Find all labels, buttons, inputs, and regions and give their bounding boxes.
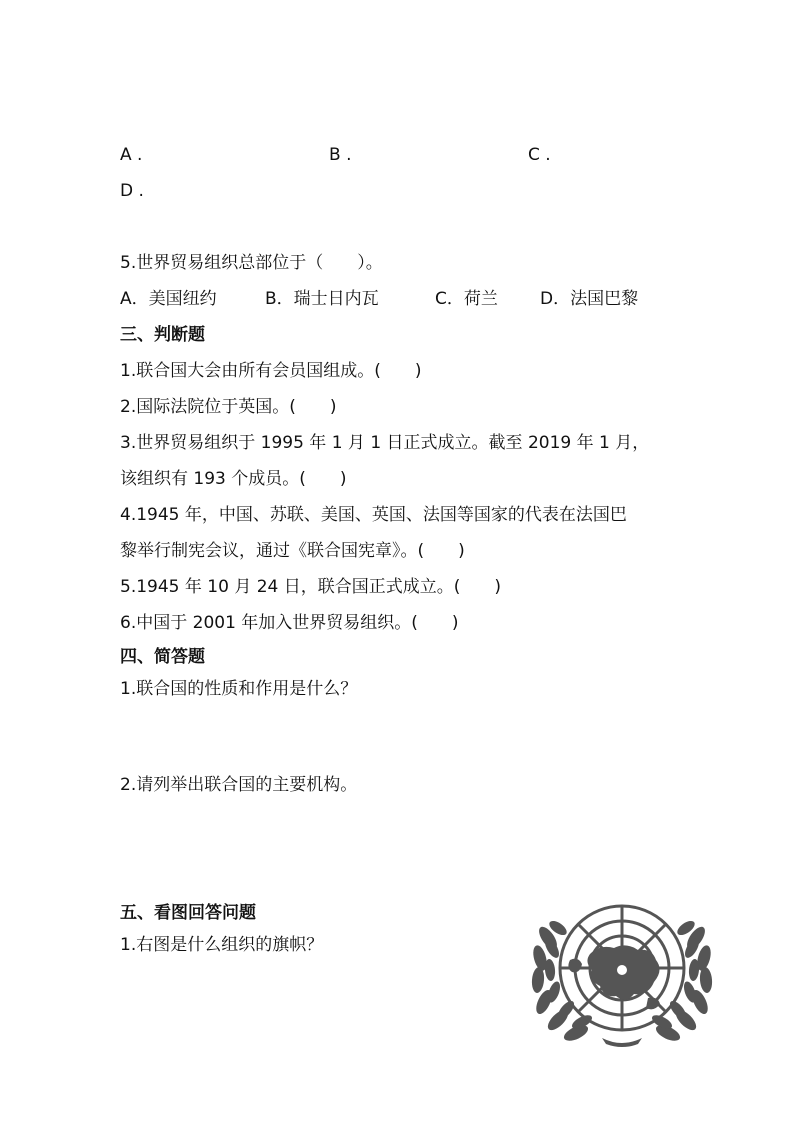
q5-option-a: A．美国纽约 xyxy=(120,289,217,309)
q5-option-b: B．瑞士日内瓦 xyxy=(265,289,379,309)
judgment-item: 1.联合国大会由所有会员国组成。( ) xyxy=(120,361,422,381)
judgment-item: 4.1945 年，中国、苏联、美国、英国、法国等国家的代表在法国巴 xyxy=(120,505,627,525)
united-nations-emblem-icon xyxy=(530,898,714,1050)
q4-option-b: B . xyxy=(329,145,352,165)
q5-stem: 5.世界贸易组织总部位于（ ）。 xyxy=(120,253,383,273)
judgment-item: 6.中国于 2001 年加入世界贸易组织。( ) xyxy=(120,613,459,633)
judgment-item: 2.国际法院位于英国。( ) xyxy=(120,397,337,417)
section-title: 三、判断题 xyxy=(120,325,205,345)
q5-option-d: D．法国巴黎 xyxy=(540,289,639,309)
section-title: 五、看图回答问题 xyxy=(120,903,256,923)
q4-option-c: C . xyxy=(528,145,551,165)
short-answer-question: 2.请列举出联合国的主要机构。 xyxy=(120,775,358,795)
judgment-item: 3.世界贸易组织于 1995 年 1 月 1 日正式成立。截至 2019 年 1 月， xyxy=(120,433,650,453)
section-title: 四、简答题 xyxy=(120,647,205,667)
judgment-item-continued: 黎举行制宪会议，通过《联合国宪章》。( ) xyxy=(120,541,465,561)
q5-option-c: C．荷兰 xyxy=(435,289,498,309)
short-answer-question: 1.联合国的性质和作用是什么？ xyxy=(120,679,358,699)
judgment-item: 5.1945 年 10 月 24 日，联合国正式成立。( ) xyxy=(120,577,502,597)
judgment-item-continued: 该组织有 193 个成员。( ) xyxy=(120,469,347,489)
q4-option-d: D . xyxy=(120,181,144,201)
q4-option-a: A . xyxy=(120,145,143,165)
picture-question: 1.右图是什么组织的旗帜？ xyxy=(120,935,324,955)
